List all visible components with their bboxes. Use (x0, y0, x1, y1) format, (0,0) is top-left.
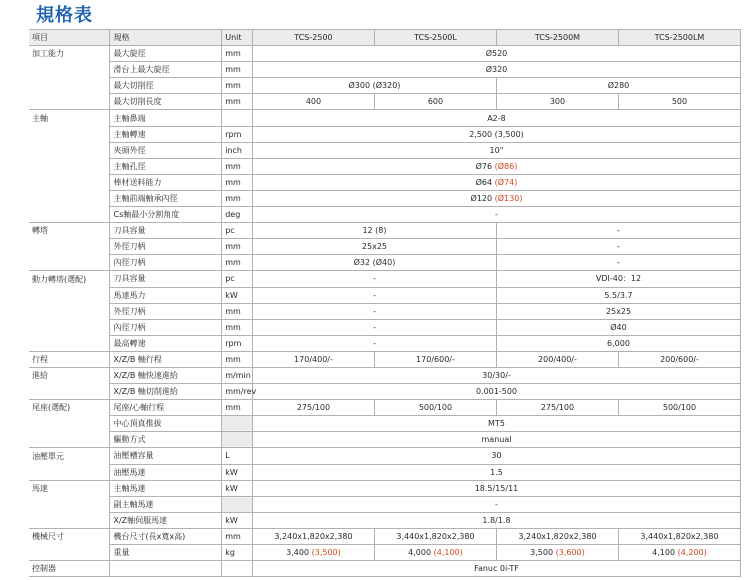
spec-value: 500/100 (374, 400, 496, 416)
table-row (29, 400, 741, 416)
header-model: TCS-2500M (496, 30, 618, 46)
table-row (29, 512, 741, 528)
option-value: (Ø86) (494, 161, 518, 171)
category-label: 進給 (29, 367, 110, 383)
spec-unit: kW (222, 464, 253, 480)
spec-unit (222, 561, 253, 577)
spec-value: - (252, 335, 496, 351)
table-row (29, 110, 741, 126)
spec-item: 滑台上最大旋徑 (110, 62, 222, 78)
spec-value: 200/400/- (496, 351, 618, 367)
table-row (29, 480, 741, 496)
category-label: 馬達 (29, 480, 110, 496)
spec-value: 6,000 (496, 335, 740, 351)
spec-value: - (252, 303, 496, 319)
category-label: 轉塔 (29, 223, 110, 239)
spec-item: 主軸鼻端 (110, 110, 222, 126)
spec-value: 600 (374, 94, 496, 110)
table-row (29, 78, 741, 94)
header-item: 規格 (110, 30, 222, 46)
table-row (29, 528, 741, 544)
table-row (29, 271, 741, 287)
spec-value: 200/600/- (618, 351, 740, 367)
spec-value: - (252, 287, 496, 303)
spec-value: 0.001-500 (252, 384, 740, 400)
table-row (29, 561, 741, 577)
spec-unit: mm (222, 46, 253, 62)
spec-value: 500 (618, 94, 740, 110)
spec-value: VDI-40：12 (496, 271, 740, 287)
spec-value: 170/400/- (252, 351, 374, 367)
table-row (29, 319, 741, 335)
spec-unit: mm (222, 158, 253, 174)
table-row (29, 46, 741, 62)
spec-item: 最大切削徑 (110, 78, 222, 94)
spec-item: 主軸孔徑 (110, 158, 222, 174)
spec-value: 12 (8) (252, 223, 496, 239)
spec-unit: mm (222, 303, 253, 319)
spec-unit: kW (222, 512, 253, 528)
spec-value: Ø32 (Ø40) (252, 255, 496, 271)
spec-item: 最高轉速 (110, 335, 222, 351)
spec-unit: mm (222, 174, 253, 190)
spec-item: 最大旋徑 (110, 46, 222, 62)
spec-value: 1.8/1.8 (252, 512, 740, 528)
spec-unit: mm (222, 62, 253, 78)
spec-unit: kW (222, 480, 253, 496)
spec-unit: rpm (222, 335, 253, 351)
spec-unit: kg (222, 545, 253, 561)
spec-value: 3,440x1,820x2,380 (618, 528, 740, 544)
table-header-row (29, 30, 741, 46)
spec-unit: mm (222, 78, 253, 94)
spec-item: 主軸轉速 (110, 126, 222, 142)
spec-value: - (496, 255, 740, 271)
spec-value: 25x25 (496, 303, 740, 319)
spec-value: Ø64 (Ø74) (252, 174, 740, 190)
category-label: 加工能力 (29, 46, 110, 62)
table-row (29, 448, 741, 464)
spec-value: 18.5/15/11 (252, 480, 740, 496)
spec-value: 400 (252, 94, 374, 110)
spec-value: 3,400 (3,500) (252, 545, 374, 561)
header-model: TCS-2500LM (618, 30, 740, 46)
spec-value: 300 (496, 94, 618, 110)
spec-item: 內徑刀柄 (110, 319, 222, 335)
spec-value: - (496, 239, 740, 255)
spec-item: 刀具容量 (110, 223, 222, 239)
spec-value: 2,500 (3,500) (252, 126, 740, 142)
spec-item: 主軸馬達 (110, 480, 222, 496)
table-row (29, 126, 741, 142)
spec-value: Ø120 (Ø130) (252, 190, 740, 206)
table-row (29, 207, 741, 223)
page-title: 規格表 (36, 5, 93, 26)
spec-unit: mm (222, 319, 253, 335)
spec-value: 30/30/- (252, 367, 740, 383)
table-row (29, 62, 741, 78)
spec-table (29, 29, 741, 577)
table-row (29, 239, 741, 255)
spec-item: 最大切削長度 (110, 94, 222, 110)
spec-value: 500/100 (618, 400, 740, 416)
spec-unit (222, 416, 253, 432)
spec-unit: mm (222, 255, 253, 271)
spec-item: 機台尺寸(長x寬x高) (110, 528, 222, 544)
spec-item: 夾頭外徑 (110, 142, 222, 158)
spec-value: Ø520 (252, 46, 740, 62)
table-row (29, 174, 741, 190)
spec-value: Fanuc 0i-TF (252, 561, 740, 577)
spec-item: X/Z/B 軸行程 (110, 351, 222, 367)
table-row (29, 464, 741, 480)
spec-unit: mm (222, 528, 253, 544)
spec-item: 內徑刀柄 (110, 255, 222, 271)
spec-value: - (496, 223, 740, 239)
spec-unit (222, 432, 253, 448)
header-model: TCS-2500L (374, 30, 496, 46)
spec-unit: mm (222, 190, 253, 206)
spec-item: 副主軸馬達 (110, 496, 222, 512)
spec-unit: mm (222, 351, 253, 367)
table-row (29, 384, 741, 400)
spec-unit: mm (222, 94, 253, 110)
spec-item: 外徑刀柄 (110, 303, 222, 319)
table-row (29, 223, 741, 239)
spec-value: - (252, 271, 496, 287)
spec-item: X/Z軸伺服馬達 (110, 512, 222, 528)
spec-value: 10" (252, 142, 740, 158)
spec-unit: pc (222, 271, 253, 287)
spec-value: manual (252, 432, 740, 448)
spec-unit: m/min (222, 367, 253, 383)
category-label: 主軸 (29, 110, 110, 126)
spec-value: A2-8 (252, 110, 740, 126)
spec-item: 油壓馬達 (110, 464, 222, 480)
spec-item: X/Z/B 軸切削進給 (110, 384, 222, 400)
spec-value: Ø40 (496, 319, 740, 335)
option-value: (4,100) (433, 548, 463, 558)
table-row (29, 303, 741, 319)
table-row (29, 351, 741, 367)
table-row (29, 432, 741, 448)
spec-value: 5.5/3.7 (496, 287, 740, 303)
header-unit: Unit (222, 30, 253, 46)
category-label: 尾座(選配) (29, 400, 110, 416)
spec-unit: mm/rev (222, 384, 253, 400)
option-value: (3,600) (555, 548, 585, 558)
spec-value: 275/100 (496, 400, 618, 416)
spec-value: 275/100 (252, 400, 374, 416)
header-category: 項目 (29, 30, 110, 46)
spec-unit (222, 496, 253, 512)
spec-item: 主軸前端軸承內徑 (110, 190, 222, 206)
spec-unit: deg (222, 207, 253, 223)
spec-item (110, 561, 222, 577)
spec-value: 4,100 (4,200) (618, 545, 740, 561)
spec-item: 驅動方式 (110, 432, 222, 448)
spec-value: 3,440x1,820x2,380 (374, 528, 496, 544)
spec-item: 棒材送料能力 (110, 174, 222, 190)
spec-value: MT5 (252, 416, 740, 432)
category-label: 行程 (29, 351, 110, 367)
spec-item: 重量 (110, 545, 222, 561)
spec-value: 3,240x1,820x2,380 (496, 528, 618, 544)
spec-value: - (252, 319, 496, 335)
spec-value: Ø300 (Ø320) (252, 78, 496, 94)
spec-value: Ø280 (496, 78, 740, 94)
spec-value: - (252, 496, 740, 512)
table-row (29, 158, 741, 174)
spec-unit: mm (222, 239, 253, 255)
spec-item: 油壓槽容量 (110, 448, 222, 464)
spec-value: - (252, 207, 740, 223)
spec-value: 30 (252, 448, 740, 464)
spec-value: Ø76 (Ø86) (252, 158, 740, 174)
spec-unit: mm (222, 400, 253, 416)
table-row (29, 190, 741, 206)
table-row (29, 287, 741, 303)
spec-unit: pc (222, 223, 253, 239)
spec-value: Ø320 (252, 62, 740, 78)
spec-unit: rpm (222, 126, 253, 142)
option-value: (4,200) (677, 548, 707, 558)
spec-item: X/Z/B 軸快速進給 (110, 367, 222, 383)
spec-value: 25x25 (252, 239, 496, 255)
table-row (29, 94, 741, 110)
spec-value: 4,000 (4,100) (374, 545, 496, 561)
spec-unit: inch (222, 142, 253, 158)
category-label: 控制器 (29, 561, 110, 577)
spec-unit: kW (222, 287, 253, 303)
spec-value: 170/600/- (374, 351, 496, 367)
spec-item: 尾座/心軸行程 (110, 400, 222, 416)
spec-value: 3,500 (3,600) (496, 545, 618, 561)
option-value: (Ø74) (494, 177, 518, 187)
spec-item: 中心頂真推拔 (110, 416, 222, 432)
table-row (29, 496, 741, 512)
option-value: (3,500) (311, 548, 341, 558)
table-row (29, 335, 741, 351)
table-row (29, 416, 741, 432)
table-row (29, 255, 741, 271)
spec-value: 3,240x1,820x2,380 (252, 528, 374, 544)
spec-unit: L (222, 448, 253, 464)
table-row (29, 142, 741, 158)
option-value: (Ø130) (494, 193, 523, 203)
table-row (29, 367, 741, 383)
spec-item: 馬達馬力 (110, 287, 222, 303)
category-label: 油壓單元 (29, 448, 110, 464)
spec-item: 刀具容量 (110, 271, 222, 287)
spec-unit (222, 110, 253, 126)
spec-item: 外徑刀柄 (110, 239, 222, 255)
spec-item: Cs軸最小分割角度 (110, 207, 222, 223)
category-label: 機械尺寸 (29, 528, 110, 544)
category-label: 動力轉塔(選配) (29, 271, 110, 287)
header-model: TCS-2500 (252, 30, 374, 46)
table-row (29, 545, 741, 561)
spec-value: 1.5 (252, 464, 740, 480)
